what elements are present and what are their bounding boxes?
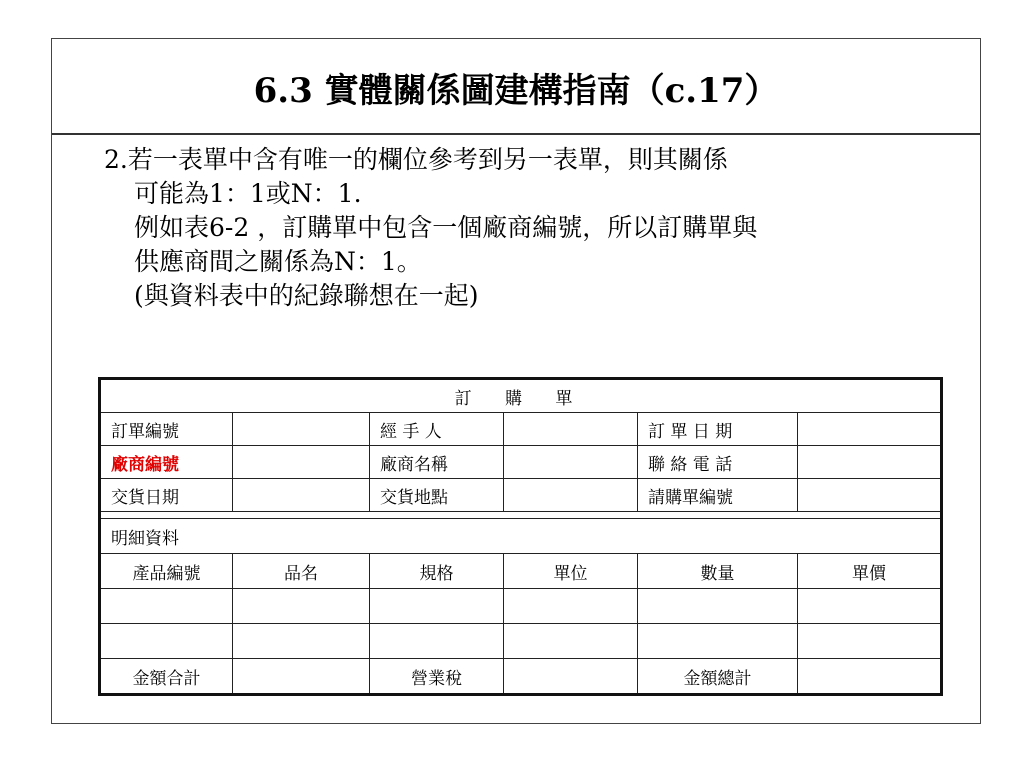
detail-row bbox=[100, 624, 942, 659]
form-header-row bbox=[100, 379, 942, 413]
detail-header-row bbox=[100, 554, 942, 589]
form-label: 聯 絡 電 話 bbox=[638, 446, 798, 479]
form-row bbox=[100, 413, 942, 446]
totals-value bbox=[233, 659, 370, 695]
form-label-highlighted: 廠商編號 bbox=[100, 446, 233, 479]
form-value bbox=[233, 479, 370, 512]
totals-label: 營業稅 bbox=[370, 659, 504, 695]
body-line-5: (與資料表中的紀錄聯想在一起) bbox=[134, 281, 479, 310]
form-section-row bbox=[100, 519, 942, 554]
title-divider bbox=[52, 133, 980, 135]
detail-header: 單位 bbox=[504, 554, 638, 589]
detail-row bbox=[100, 589, 942, 624]
form-title: 訂 購 單 bbox=[100, 379, 942, 413]
slide-title: 6.3 實體關係圖建構指南（c.17） bbox=[253, 70, 779, 111]
slide bbox=[51, 38, 981, 724]
form-value bbox=[504, 446, 638, 479]
section-label: 明細資料 bbox=[100, 519, 942, 554]
body-line-2: 可能為1：1或N：1. bbox=[134, 179, 362, 208]
totals-value bbox=[504, 659, 638, 695]
form-label: 廠商名稱 bbox=[370, 446, 504, 479]
form-label: 經 手 人 bbox=[370, 413, 504, 446]
detail-header: 數量 bbox=[638, 554, 798, 589]
form-value bbox=[504, 479, 638, 512]
totals-label: 金額合計 bbox=[100, 659, 233, 695]
body-line-1: 2.若一表單中含有唯一的欄位參考到另一表單，則其關係 bbox=[104, 145, 728, 174]
form-label: 交貨日期 bbox=[100, 479, 233, 512]
totals-value bbox=[798, 659, 942, 695]
form-label: 訂 單 日 期 bbox=[638, 413, 798, 446]
totals-row bbox=[100, 659, 942, 695]
form-value bbox=[233, 446, 370, 479]
totals-label: 金額總計 bbox=[638, 659, 798, 695]
slide-body bbox=[104, 143, 984, 313]
form-value bbox=[233, 413, 370, 446]
form-label: 訂單編號 bbox=[100, 413, 233, 446]
form-spacer bbox=[100, 512, 942, 519]
detail-header: 規格 bbox=[370, 554, 504, 589]
form-value bbox=[798, 413, 942, 446]
form-row bbox=[100, 479, 942, 512]
body-line-4: 供應商間之關係為N：1。 bbox=[134, 247, 422, 276]
form-value bbox=[504, 413, 638, 446]
purchase-order-form bbox=[98, 377, 943, 696]
form-row bbox=[100, 446, 942, 479]
body-line-3: 例如表6-2 ，訂購單中包含一個廠商編號，所以訂購單與 bbox=[134, 213, 758, 242]
form-label: 請購單編號 bbox=[638, 479, 798, 512]
form-value bbox=[798, 479, 942, 512]
detail-header: 單價 bbox=[798, 554, 942, 589]
form-value bbox=[798, 446, 942, 479]
detail-header: 品名 bbox=[233, 554, 370, 589]
form-label: 交貨地點 bbox=[370, 479, 504, 512]
detail-header: 產品編號 bbox=[100, 554, 233, 589]
